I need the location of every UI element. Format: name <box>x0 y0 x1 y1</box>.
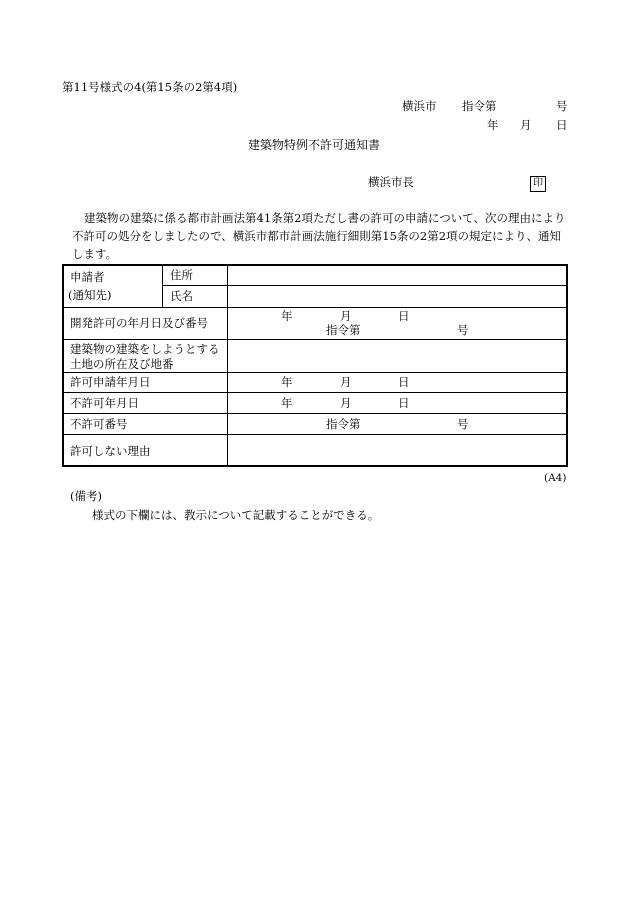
row-divider <box>64 434 566 435</box>
notice-body <box>62 209 572 263</box>
body-line-1: 建築物の建築に係る都市計画法第41条第2項ただし書の許可の申請について、次の理由により <box>84 211 566 225</box>
reference-suffix: 号 <box>556 99 568 113</box>
body-line-2: 不許可の処分をしましたので、横浜市都市計画法施行細則第15条の2第2項の規定により、通知 <box>72 229 562 243</box>
date-day: 日 <box>556 118 568 132</box>
dev-permit-year: 年 <box>281 309 293 323</box>
reason-label: 許可しない理由 <box>70 444 151 458</box>
refusal-number-label: 不許可番号 <box>70 417 128 431</box>
date-month: 月 <box>520 118 532 132</box>
application-day: 日 <box>398 375 410 389</box>
row-divider <box>162 285 566 286</box>
dev-permit-day: 日 <box>398 309 410 323</box>
refusal-year: 年 <box>281 396 293 410</box>
column-divider <box>227 266 228 465</box>
body-line-3: します。 <box>72 247 118 261</box>
address-label: 住所 <box>170 268 193 282</box>
refusal-number-prefix: 指令第 <box>326 417 361 431</box>
form-number: 第11号様式の4(第15条の2第4項) <box>62 80 238 94</box>
document-title: 建築物特例不許可通知書 <box>248 138 381 152</box>
refusal-number-suffix: 号 <box>457 417 469 431</box>
location-sublabel: 土地の所在及び地番 <box>70 357 174 371</box>
application-year: 年 <box>281 375 293 389</box>
paper-size: (A4) <box>544 472 567 484</box>
reference-prefix: 指令第 <box>462 99 497 113</box>
row-divider <box>64 413 566 414</box>
seal-mark: 印 <box>530 176 546 192</box>
notice-table <box>62 264 568 467</box>
column-divider <box>162 266 163 308</box>
refusal-day: 日 <box>398 396 410 410</box>
dev-permit-ref-prefix: 指令第 <box>326 323 361 337</box>
remarks-heading: (備考) <box>70 489 102 503</box>
dev-permit-ref-suffix: 号 <box>457 323 469 337</box>
issuer-name: 横浜市長 <box>368 175 414 189</box>
application-date-label: 許可申請年月日 <box>70 375 151 389</box>
application-month: 月 <box>340 375 352 389</box>
applicant-sublabel: (通知先) <box>68 288 112 302</box>
refusal-date-label: 不許可年月日 <box>70 396 139 410</box>
row-divider <box>64 372 566 373</box>
applicant-label: 申請者 <box>70 270 105 284</box>
row-divider <box>64 307 566 308</box>
name-label: 氏名 <box>170 289 193 303</box>
row-divider <box>64 392 566 393</box>
dev-permit-label: 開発許可の年月日及び番号 <box>70 316 208 330</box>
remarks-text: 様式の下欄には、教示について記載することができる。 <box>92 508 380 522</box>
dev-permit-month: 月 <box>340 309 352 323</box>
issuing-city: 横浜市 <box>402 99 437 113</box>
refusal-month: 月 <box>340 396 352 410</box>
row-divider <box>64 339 566 340</box>
location-label: 建築物の建築をしようとする <box>70 342 220 356</box>
date-year: 年 <box>487 118 499 132</box>
